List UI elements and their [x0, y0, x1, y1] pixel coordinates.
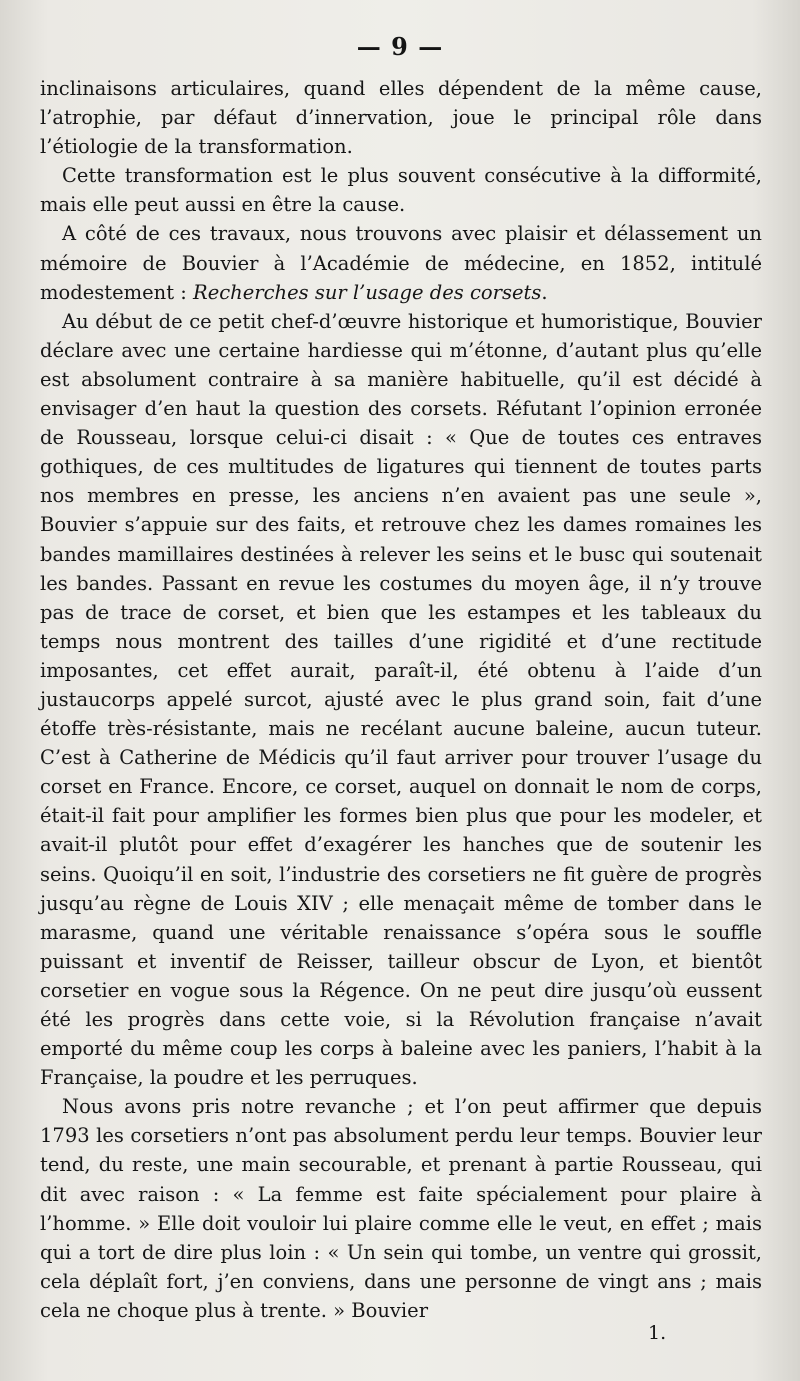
- paragraph: [40, 161, 762, 219]
- paragraph-text: Nous avons pris notre revanche ; et l’on peut affirmer que depuis 1793 les corsetiers n’ont pas absolument perdu leur temps. Bouvier leur tend, du reste, une main secourable, et prenant à partie Rousseau, qui dit avec raison : « La femme est faite spécialement pour plaire à l’homme. » Elle doit vouloir lui plaire comme elle le veut, en effet ; mais qui a tort de dire plus loin : « Un sein qui tombe, un ventre qui grossit, cela déplaît fort, j’en conviens, dans une personne de vingt ans ; mais cela ne choque plus à trente. » Bouvier: [40, 1095, 762, 1322]
- body-text: [40, 74, 762, 1325]
- paragraph-text: Cette transformation est le plus souvent consécutive à la difformité, mais elle peut aussi en être la cause.: [40, 164, 762, 217]
- paragraph: [40, 1092, 762, 1325]
- paragraph-text: A côté de ces travaux, nous trouvons avec plaisir et délassement un mémoire de Bouvier à l’Académie de médecine, en 1852, intitulé modestement :: [40, 222, 762, 304]
- printer-signature-mark: 1.: [648, 1322, 667, 1344]
- paragraph-text: inclinaisons articulaires, quand elles dépendent de la même cause, l’atrophie, par défaut d’innervation, joue le principal rôle dans l’étiologie de la transformation.: [40, 77, 762, 159]
- paragraph-text: .: [541, 280, 548, 304]
- paragraph: [40, 74, 762, 161]
- paragraph: [40, 219, 762, 306]
- paragraph-text: Au début de ce petit chef-d’œuvre historique et humoristique, Bouvier déclare avec une certaine hardiesse qui m’étonne, d’autant plus qu’elle est absolument contraire à sa manière habituelle, qu’il est décidé à envisager d’en haut la question des corsets. Réfutant l’opinion erronée de Rousseau, lorsque celui-ci disait : « Que de toutes ces entraves gothiques, de ces multitudes de ligatures qui tiennent de toutes parts nos membres en presse, les anciens n’en avaient pas une seule », Bouvier s’appuie sur des faits, et retrouve chez les dames romaines les bandes mamillaires destinées à relever les seins et le busc qui soutenait les bandes. Passant en revue les costumes du moyen âge, il n’y trouve pas de trace de corset, et bien que les estampes et les tableaux du temps nous montrent des tailles d’une rigidité et d’une rectitude imposantes, cet effet aurait, paraît-il, été obtenu à l’aide d’un justaucorps appelé surcot, ajusté avec le plus grand soin, fait d’une étoffe très-résistante, mais ne recélant aucune baleine, aucun tuteur. C’est à Catherine de Médicis qu’il faut arriver pour trouver l’usage du corset en France. Encore, ce corset, auquel on donnait le nom de corps, était-il fait pour amplifier les formes bien plus que pour les modeler, et avait-il plutôt pour effet d’exagérer les hanches que de soutenir les seins. Quoiqu’il en soit, l’industrie des corsetiers ne fit guère de progrès jusqu’au règne de Louis XIV ; elle menaçait même de tomber dans le marasme, quand une véritable renaissance s’opéra sous le souffle puissant et inventif de Reisser, tailleur obscur de Lyon, et bientôt corsetier en vogue sous la Régence. On ne peut dire jusqu’où eussent été les progrès dans cette voie, si la Révolution française n’avait emporté du même coup les corps à baleine avec les paniers, l’habit à la Française, la poudre et les perruques.: [40, 309, 762, 1090]
- cited-title: Recherches sur l’usage des corsets: [193, 280, 542, 304]
- paragraph: [40, 307, 762, 1093]
- page-number: — 9 —: [356, 32, 444, 61]
